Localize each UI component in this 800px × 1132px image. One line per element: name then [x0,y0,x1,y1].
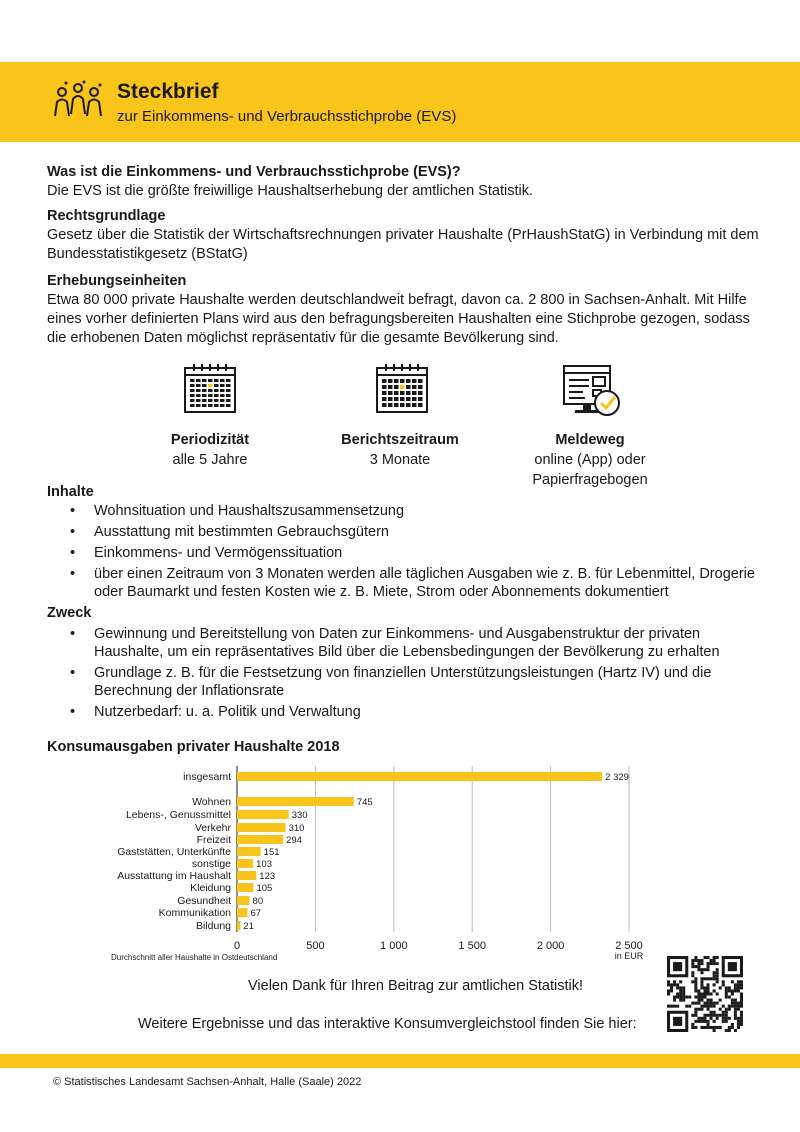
list-item: • über einen Zeitraum von 3 Monaten werden alle täglichen Ausgaben wie z. B. für Lebenmittel, Drogerie oder Baumarkt und festen Kosten wie z. B. Miete, Strom oder Abonnements dokumentiert [70,565,770,601]
contents-heading: Inhalte [47,484,94,500]
chart-value-label: 745 [356,797,373,808]
chart-category-label: Kommunikation [158,907,231,919]
intro-section [47,163,767,201]
purpose-list [70,625,770,724]
qr-code-icon[interactable] [667,956,743,1032]
chart-value-label: 151 [263,847,280,858]
chart-value-label: 330 [291,810,308,821]
page-subtitle: zur Einkommens- und Verbrauchsstichprobe (EVS) [117,108,457,125]
chart-bar [237,810,289,819]
fact-value: alle 5 Jahre [172,452,248,468]
chart-category-label: Gesundheit [177,895,231,907]
thanks-text: Vielen Dank für Ihren Beitrag zur amtlichen Statistik! [248,978,584,994]
chart-note: Durchschnitt aller Haushalte in Ostdeutschland [111,953,278,962]
legal-text: Gesetz über die Statistik der Wirtschaftsrechnungen privater Haushalte (PrHaushStatG) in Verbindung mit dem Bundesstatistikgesetz (BStatG) [47,227,759,262]
fact-label: Meldeweg [555,432,625,448]
list-item: • Grundlage z. B. für die Festsetzung von finanziellen Unterstützungsleistungen (Hartz IV) und die Berechnung der Inflationsrate [70,664,770,700]
chart-category-label: Wohnen [192,796,231,808]
fact-reporting-channel [490,430,690,490]
chart-bar [237,835,283,844]
chart-category-label: insgesamt [183,771,231,783]
chart-value-label: 310 [288,823,305,834]
intro-text: Die EVS ist die größte freiwillige Haushaltserhebung der amtlichen Statistik. [47,183,533,199]
chart-bar [237,797,354,806]
chart-bar [237,871,256,880]
consumption-bar-chart [0,760,800,970]
chart-category-label: Ausstattung im Haushalt [117,870,231,882]
chart-tick-label: 2 000 [536,940,565,952]
contents-list [70,502,770,604]
form-checkmark-icon [563,365,621,417]
list-item: • Gewinnung und Bereitstellung von Daten zur Einkommens- und Ausgabenstruktur der privaten Haushalte, um ein repräsentatives Bild über die Lebensbedingungen der Bevölkerung zu erhalten [70,625,770,661]
chart-tick-label: 0 [233,940,241,952]
list-item: • Ausstattung mit bestimmten Gebrauchsgütern [70,523,770,541]
more-results-text: Weitere Ergebnisse und das interaktive Konsumvergleichstool finden Sie hier: [138,1016,637,1032]
chart-category-label: Kleidung [190,882,231,894]
list-item: • Wohnsituation und Haushaltszusammensetzung [70,502,770,520]
chart-bar [237,896,250,905]
chart-value-label: 21 [243,921,254,932]
chart-category-label: Freizeit [196,834,231,846]
chart-value-label: 2 329 [605,772,629,783]
units-section [47,272,767,348]
chart-bar [237,883,253,892]
legal-heading: Rechtsgrundlage [47,208,166,224]
fact-label: Berichtszeitraum [341,432,459,448]
intro-heading: Was ist die Einkommens- und Verbrauchsstichprobe (EVS)? [47,164,461,180]
chart-category-label: Gaststätten, Unterkünfte [117,846,231,858]
list-item: • Nutzerbedarf: u. a. Politik und Verwaltung [70,703,770,721]
people-group-icon [50,80,106,122]
chart-unit-label: in EUR [614,951,644,961]
chart-tick-label: 1 500 [458,940,486,952]
chart-category-label: Verkehr [194,822,231,834]
chart-bar [237,847,261,856]
chart-value-label: 123 [259,871,276,882]
chart-bar [237,823,286,832]
units-text: Etwa 80 000 private Haushalte werden deutschlandweit befragt, davon ca. 2 800 in Sachsen-Anhalt. Mit Hilfe eines vorher definierten Plans wird aus den befragungsbereiten Haushalten eine Stichprobe gezogen, sodass die erhobenen Daten möglichst repräsentativ für die gesamte Bevölkerung sind. [47,292,750,346]
chart-value-label: 294 [286,835,302,846]
chart-bar [237,859,253,868]
fact-value: online (App) oder Papierfragebogen [532,452,648,488]
fact-periodicity [110,430,310,470]
purpose-heading: Zweck [47,605,92,621]
calendar-grid-icon [184,363,236,413]
calendar-icon [376,363,428,413]
chart-tick-label: 500 [306,940,325,952]
fact-label: Periodizität [170,432,250,448]
footer-banner [0,1054,800,1068]
page-title: Steckbrief [117,80,219,103]
chart-value-label: 67 [250,908,262,919]
chart-title: Konsumausgaben privater Haushalte 2018 [47,739,340,755]
fact-reporting-period [300,430,500,470]
footer-text: © Statistisches Landesamt Sachsen-Anhalt, Halle (Saale) 2022 [53,1076,362,1088]
chart-category-label: sonstige [191,858,231,870]
chart-value-label: 105 [256,883,273,894]
chart-value-label: 103 [256,859,273,870]
chart-bar [237,772,602,781]
chart-bar [237,908,248,917]
chart-category-label: Bildung [195,920,231,932]
chart-tick-label: 2 500 [615,940,643,952]
legal-section [47,207,767,264]
chart-bar [237,921,240,930]
chart-tick-label: 1 000 [380,940,408,952]
list-item: • Einkommens- und Vermögenssituation [70,544,770,562]
chart-category-label: Lebens-, Genussmittel [125,809,231,821]
chart-value-label: 80 [252,896,264,907]
units-heading: Erhebungseinheiten [47,273,187,289]
fact-value: 3 Monate [369,452,431,468]
